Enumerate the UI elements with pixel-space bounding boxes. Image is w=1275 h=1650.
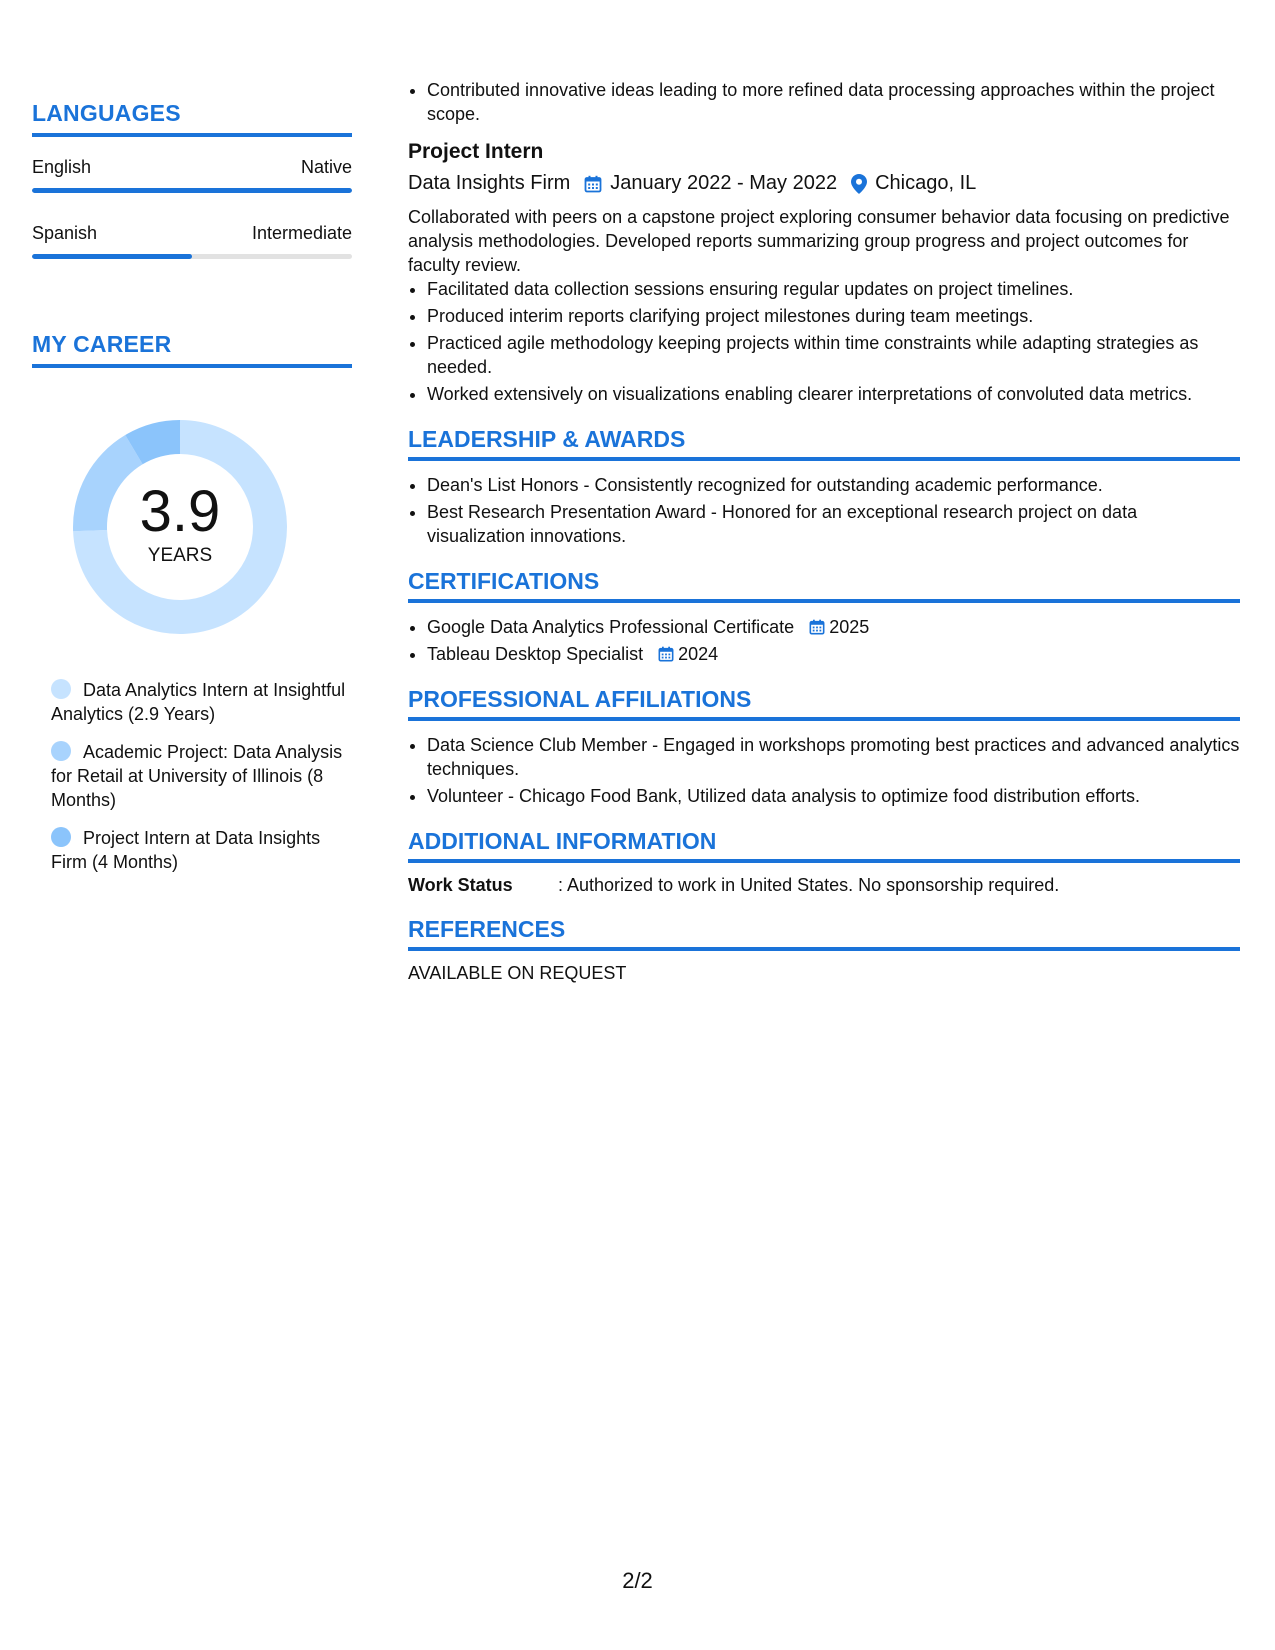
legend-label: Data Analytics Intern at Insightful Analytics (2.9 Years) xyxy=(51,680,346,724)
language-name: English xyxy=(32,157,92,177)
career-legend xyxy=(51,678,352,874)
references-section xyxy=(408,916,1240,984)
list-item: • Best Research Presentation Award - Honored for an exceptional research project on data visualization innovations. xyxy=(427,500,1240,548)
certifications-list xyxy=(408,615,1240,666)
job-company: Data Insights Firm xyxy=(408,172,571,194)
certifications-section xyxy=(408,568,1240,666)
list-item xyxy=(427,615,1240,639)
career-total-years: 3.9 xyxy=(139,479,221,544)
certifications-heading: CERTIFICATIONS xyxy=(408,568,1240,603)
career-total-unit: YEARS xyxy=(147,545,213,566)
language-item-spanish xyxy=(32,223,352,259)
list-item: • Contributed innovative ideas leading to more refined data processing approaches within the project scope. xyxy=(427,78,1240,126)
languages-section xyxy=(32,100,352,259)
legend-label: Academic Project: Data Analysis for Retail at University of Illinois (8 Months) xyxy=(51,742,343,810)
experience-entry xyxy=(408,140,1240,406)
legend-label: Project Intern at Data Insights Firm (4 Months) xyxy=(51,828,321,872)
list-item: • Facilitated data collection sessions ensuring regular updates on project timelines. xyxy=(427,277,1240,301)
leadership-section xyxy=(408,426,1240,548)
affiliations-list xyxy=(408,733,1240,808)
language-proficiency-bar xyxy=(32,254,352,259)
career-donut-chart xyxy=(65,412,295,642)
legend-dot xyxy=(51,827,71,847)
list-item xyxy=(427,642,1240,666)
career-legend-item xyxy=(51,678,352,726)
certification-name: Google Data Analytics Professional Certificate xyxy=(427,617,795,637)
calendar-icon xyxy=(809,619,825,635)
list-item: • Dean's List Honors - Consistently recognized for outstanding academic performance. xyxy=(427,473,1240,497)
career-legend-item xyxy=(51,826,352,874)
job-title: Project Intern xyxy=(408,140,544,163)
language-name: Spanish xyxy=(32,223,98,243)
certification-name: Tableau Desktop Specialist xyxy=(427,644,644,664)
list-item: • Produced interim reports clarifying project milestones during team meetings. xyxy=(427,304,1240,328)
career-legend-item xyxy=(51,740,352,812)
main-content xyxy=(408,78,1240,984)
leadership-list xyxy=(408,473,1240,548)
work-status-label: Work Status xyxy=(408,875,513,895)
references-heading: REFERENCES xyxy=(408,916,1240,951)
languages-heading: LANGUAGES xyxy=(32,100,352,137)
career-center xyxy=(65,412,295,642)
job-dates: January 2022 - May 2022 xyxy=(610,172,838,194)
language-level: Native xyxy=(300,157,352,177)
job-meta xyxy=(408,172,1240,195)
language-proficiency-fill xyxy=(32,188,352,193)
career-section xyxy=(32,331,352,874)
additional-info-section xyxy=(408,828,1240,896)
job-bullets xyxy=(408,277,1240,406)
language-proficiency-bar xyxy=(32,188,352,193)
sidebar xyxy=(32,78,352,888)
language-item-english xyxy=(32,157,352,193)
legend-dot xyxy=(51,741,71,761)
language-proficiency-fill xyxy=(32,254,192,259)
certification-year: 2025 xyxy=(829,617,870,637)
job-description: Collaborated with peers on a capstone project exploring consumer behavior data focusing on predictive analysis methodologies. Developed reports summarizing group progress and project outcomes for faculty review. xyxy=(408,207,1230,275)
list-item: • Data Science Club Member - Engaged in workshops promoting best practices and advanced analytics techniques. xyxy=(427,733,1240,781)
leadership-heading: LEADERSHIP & AWARDS xyxy=(408,426,1240,461)
career-heading: MY CAREER xyxy=(32,331,352,368)
work-status-value: : Authorized to work in United States. No sponsorship required. xyxy=(558,875,1060,895)
map-pin-icon xyxy=(851,174,867,194)
work-status-row xyxy=(408,875,1240,896)
page-number: 2/2 xyxy=(622,1568,653,1593)
affiliations-heading: PROFESSIONAL AFFILIATIONS xyxy=(408,686,1240,721)
calendar-icon xyxy=(658,646,674,662)
additional-info-heading: ADDITIONAL INFORMATION xyxy=(408,828,1240,863)
certification-year: 2024 xyxy=(678,644,719,664)
legend-dot xyxy=(51,679,71,699)
affiliations-section xyxy=(408,686,1240,808)
list-item: • Volunteer - Chicago Food Bank, Utilized data analysis to optimize food distribution efforts. xyxy=(427,784,1240,808)
job-location: Chicago, IL xyxy=(875,172,977,194)
list-item: • Practiced agile methodology keeping projects within time constraints while adapting strategies as needed. xyxy=(427,331,1240,379)
language-level: Intermediate xyxy=(251,223,352,243)
carryover-bullets xyxy=(408,78,1240,126)
calendar-icon xyxy=(584,175,602,193)
references-text: AVAILABLE ON REQUEST xyxy=(408,963,627,983)
list-item: • Worked extensively on visualizations enabling clearer interpretations of convoluted data metrics. xyxy=(427,382,1240,406)
